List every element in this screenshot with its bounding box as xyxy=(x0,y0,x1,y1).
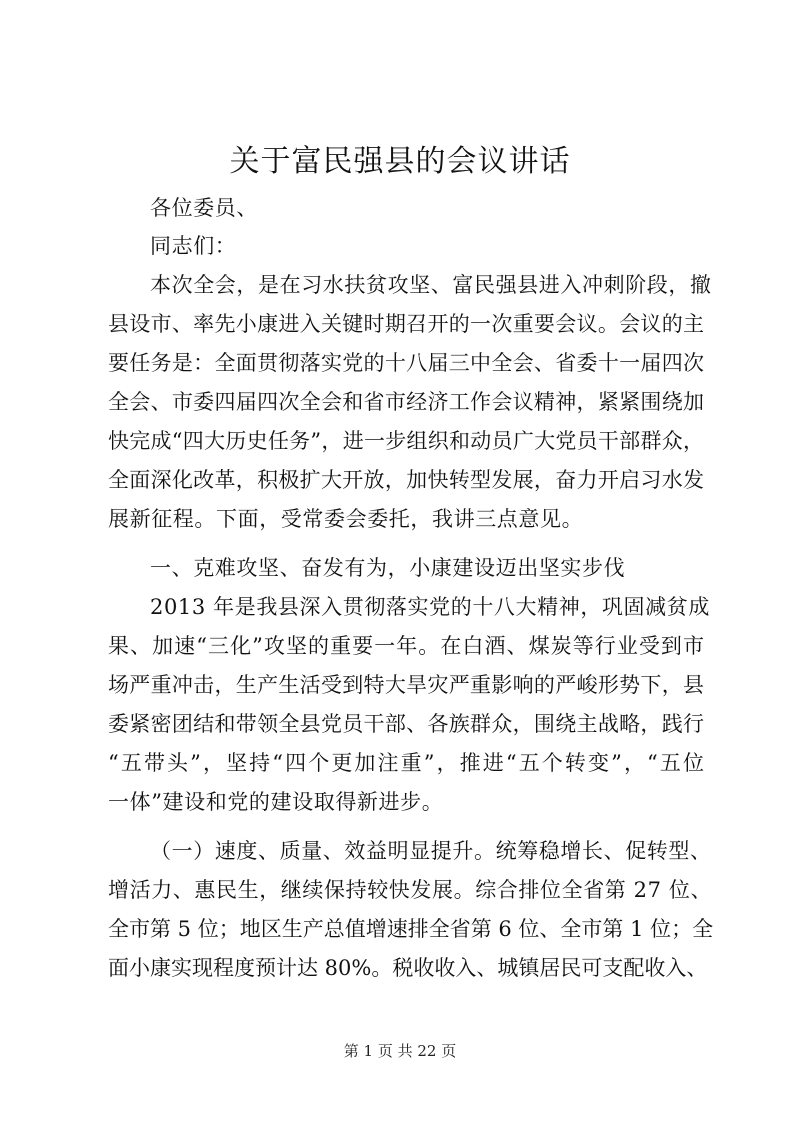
paragraph-line: 面小康实现程度预计达 80%。税收收入、城镇居民可支配收入、 xyxy=(108,956,708,980)
paragraph-line: 要任务是：全面贯彻落实党的十八届三中全会、省委十一届四次 xyxy=(108,351,704,375)
page-number-footer: 第 1 页 共 22 页 xyxy=(343,1042,457,1060)
paragraph-line: 快完成“四大历史任务”，进一步组织和动员广大党员干部群众， xyxy=(108,429,704,453)
greeting-line: 各位委员、 xyxy=(150,196,258,220)
paragraph-line: （一）速度、质量、效益明显提升。统筹稳增长、促转型、 xyxy=(150,839,712,863)
paragraph-line: 果、加速“三化”攻坚的重要一年。在白酒、煤炭等行业受到市 xyxy=(108,634,704,658)
paragraph-line: “五带头”，坚持“四个更加注重”，推进“五个转变”，“五位 xyxy=(108,751,704,775)
paragraph-line: 本次全会，是在习水扶贫攻坚、富民强县进入冲刺阶段，撤 xyxy=(150,273,712,297)
greeting-line: 同志们： xyxy=(150,234,237,258)
paragraph-line: 全市第 5 位；地区生产总值增速排全省第 6 位、全市第 1 位；全 xyxy=(108,917,714,941)
paragraph-line: 展新征程。下面，受常委会委托，我讲三点意见。 xyxy=(108,507,584,531)
paragraph-line: 场严重冲击，生产生活受到特大旱灾严重影响的严峻形势下，县 xyxy=(108,673,704,697)
paragraph-line: 一体”建设和党的建设取得新进步。 xyxy=(108,790,444,814)
paragraph-line: 增活力、惠民生，继续保持较快发展。综合排位全省第 27 位、 xyxy=(108,878,713,902)
paragraph-line: 全会、市委四届四次全会和省市经济工作会议精神，紧紧围绕加 xyxy=(108,390,704,414)
paragraph-line: 2013 年是我县深入贯彻落实党的十八大精神，巩固减贫成 xyxy=(150,595,710,619)
document-title: 关于富民强县的会议讲话 xyxy=(229,144,571,179)
section-heading: 一、克难攻坚、奋发有为，小康建设迈出坚实步伐 xyxy=(150,556,626,580)
paragraph-line: 县设市、率先小康进入关键时期召开的一次重要会议。会议的主 xyxy=(108,312,704,336)
paragraph-line: 委紧密团结和带领全县党员干部、各族群众，围绕主战略，践行 xyxy=(108,712,704,736)
paragraph-line: 全面深化改革，积极扩大开放，加快转型发展，奋力开启习水发 xyxy=(108,468,704,492)
